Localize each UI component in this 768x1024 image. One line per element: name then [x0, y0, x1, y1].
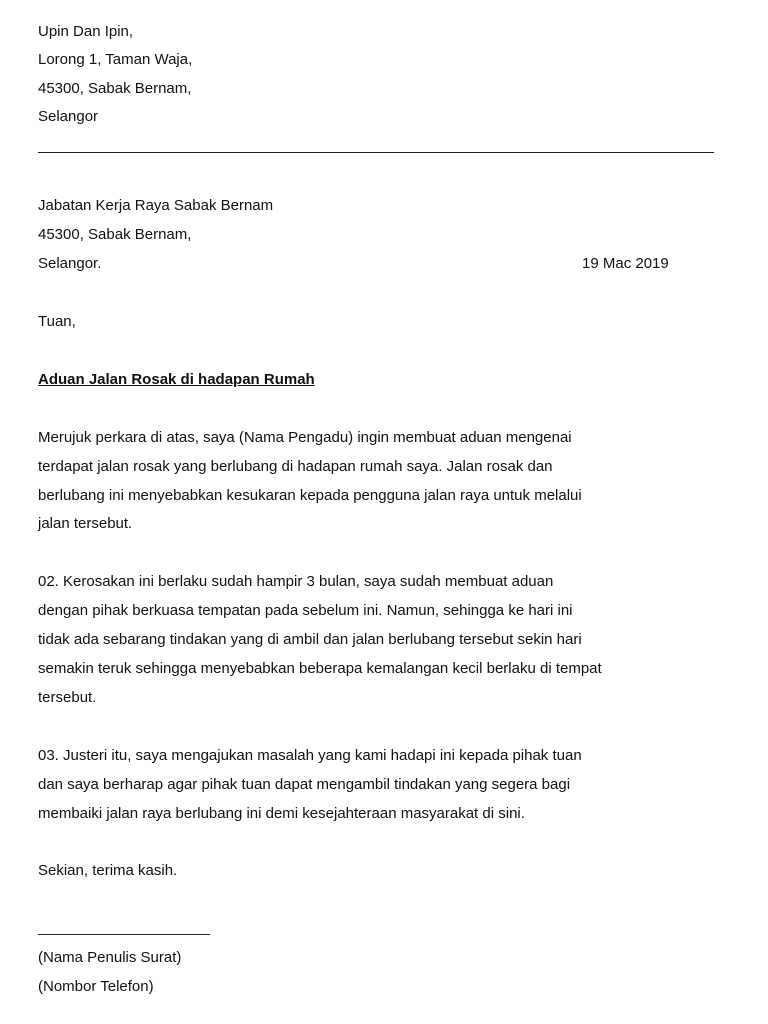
- letter-subject: Aduan Jalan Rosak di hadapan Rumah: [38, 371, 315, 388]
- paragraph-line: jalan tersebut.: [38, 515, 133, 532]
- signature-line: [38, 934, 210, 935]
- paragraph-line: tersebut.: [38, 689, 97, 706]
- paragraph-line: membaiki jalan raya berlubang ini demi kesejahteraan masyarakat di sini.: [38, 805, 525, 822]
- sender-address-line: Lorong 1, Taman Waja,: [38, 51, 193, 68]
- signatory-phone: (Nombor Telefon): [38, 978, 154, 995]
- paragraph-line: dan saya berharap agar pihak tuan dapat mengambil tindakan yang segera bagi: [38, 776, 571, 793]
- paragraph-line: Merujuk perkara di atas, saya (Nama Pengadu) ingin membuat aduan mengenai: [38, 429, 572, 446]
- paragraph-line: tidak ada sebarang tindakan yang di ambil dan jalan berlubang tersebut sekin hari: [38, 631, 582, 648]
- paragraph-line: terdapat jalan rosak yang berlubang di hadapan rumah saya. Jalan rosak dan: [38, 458, 553, 475]
- header-divider: [38, 152, 714, 153]
- salutation: Tuan,: [38, 313, 76, 330]
- paragraph-line: 02. Kerosakan ini berlaku sudah hampir 3 bulan, saya sudah membuat aduan: [38, 573, 554, 590]
- paragraph-line: 03. Justeri itu, saya mengajukan masalah yang kami hadapi ini kepada pihak tuan: [38, 747, 582, 764]
- paragraph-line: semakin teruk sehingga menyebabkan beberapa kemalangan kecil berlaku di tempat: [38, 660, 602, 677]
- paragraph-line: berlubang ini menyebabkan kesukaran kepada pengguna jalan raya untuk melalui: [38, 487, 582, 504]
- paragraph-line: dengan pihak berkuasa tempatan pada sebelum ini. Namun, sehingga ke hari ini: [38, 602, 573, 619]
- sender-address-line: Selangor: [38, 108, 99, 125]
- sender-address-line: Upin Dan Ipin,: [38, 23, 134, 40]
- recipient-address-line: 45300, Sabak Bernam,: [38, 226, 192, 243]
- recipient-address-line: Selangor.: [38, 255, 102, 272]
- letter-date: 19 Mac 2019: [582, 255, 669, 272]
- signatory-name: (Nama Penulis Surat): [38, 949, 182, 966]
- closing: Sekian, terima kasih.: [38, 862, 178, 879]
- sender-address-line: 45300, Sabak Bernam,: [38, 80, 192, 97]
- recipient-address-line: Jabatan Kerja Raya Sabak Bernam: [38, 197, 274, 214]
